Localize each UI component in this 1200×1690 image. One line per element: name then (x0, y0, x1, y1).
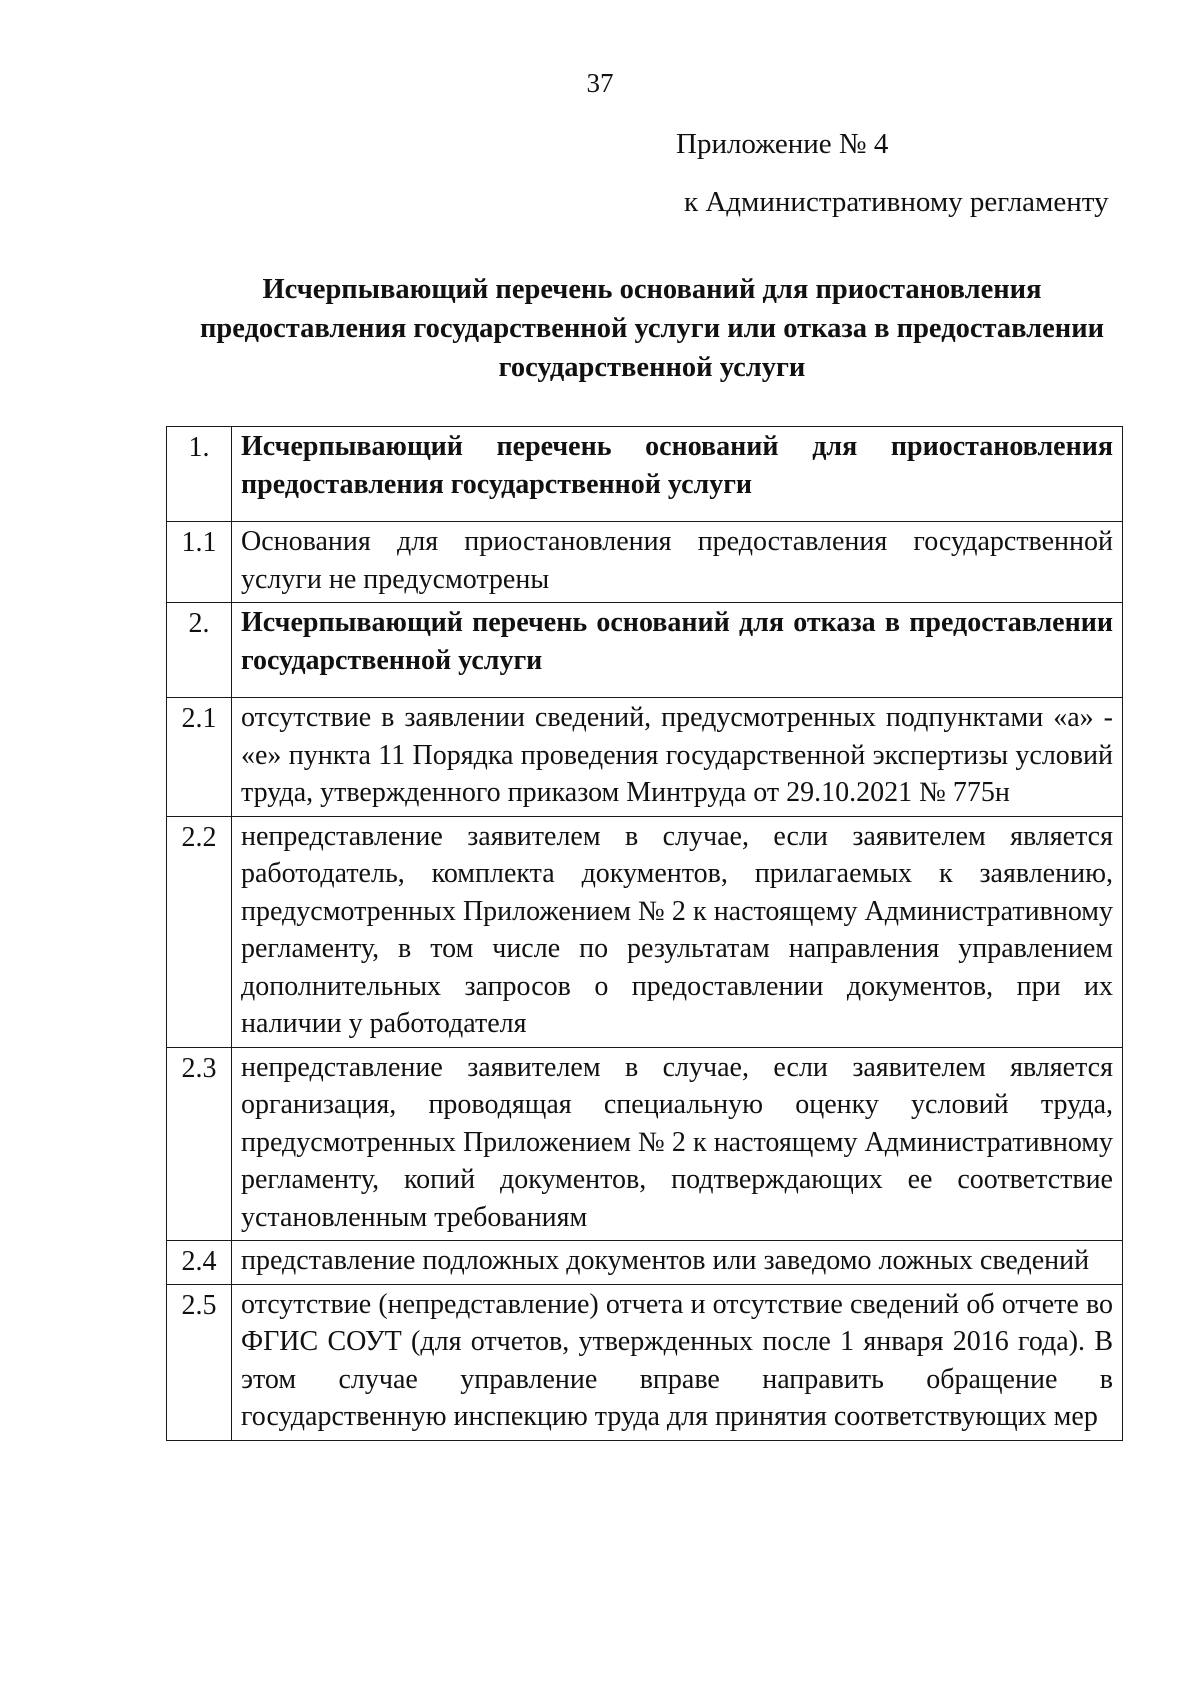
row-number: 2.1 (167, 698, 232, 817)
appendix-reference: к Административному регламенту (684, 186, 1109, 218)
table-row (167, 603, 1123, 698)
table-row (167, 816, 1123, 1047)
appendix-number: Приложение № 4 (676, 128, 889, 160)
row-text: непредставление заявителем в случае, если заявителем является работодатель, комплекта документов, прилагаемых к заявлению, предусмотренных Приложением № 2 к настоящему Административному регламенту, в том числе по результатам направления управлением дополнительных запросов о предоставлении документов, при их наличии у работодателя (232, 816, 1123, 1047)
row-number: 1. (167, 427, 232, 522)
row-number: 2.4 (167, 1241, 232, 1285)
table-row (167, 1241, 1123, 1285)
document-title-line: предоставления государственной услуги или отказа в предоставлении (199, 313, 1105, 344)
document-title-line: Исчерпывающий перечень оснований для приостановления (262, 274, 1042, 305)
row-number: 2. (167, 603, 232, 698)
row-number: 1.1 (167, 522, 232, 603)
table-row (167, 427, 1123, 522)
table-row (167, 698, 1123, 817)
row-number: 2.3 (167, 1047, 232, 1241)
table-row (167, 1047, 1123, 1241)
row-text: Исчерпывающий перечень оснований для отказа в предоставлении государственной услуги (232, 603, 1123, 698)
row-text: Исчерпывающий перечень оснований для приостановления предоставления государственной услуги (232, 427, 1123, 522)
row-text: отсутствие в заявлении сведений, предусмотренных подпунктами «а» - «е» пункта 11 Порядка проведения государственной экспертизы условий труда, утвержденного приказом Минтруда от 29.10.2021 № 775н (232, 698, 1123, 817)
table-row (167, 522, 1123, 603)
row-number: 2.2 (167, 816, 232, 1047)
row-text: Основания для приостановления предоставления государственной услуги не предусмотрены (232, 522, 1123, 603)
row-number: 2.5 (167, 1284, 232, 1440)
row-text: отсутствие (непредставление) отчета и отсутствие сведений об отчете во ФГИС СОУТ (для отчетов, утвержденных после 1 января 2016 года). В этом случае управление вправе направить обращение в государственную инспекцию труда для принятия соответствующих мер (232, 1284, 1123, 1440)
row-text: представление подложных документов или заведомо ложных сведений (232, 1241, 1123, 1285)
document-title (150, 270, 1154, 387)
document-title-line: государственной услуги (498, 352, 806, 383)
grounds-table (166, 426, 1123, 1441)
row-text: непредставление заявителем в случае, если заявителем является организация, проводящая специальную оценку условий труда, предусмотренных Приложением № 2 к настоящему Административному регламенту, копий документов, подтверждающих ее соответствие установленным требованиям (232, 1047, 1123, 1241)
table-row (167, 1284, 1123, 1440)
page-number: 37 (586, 68, 614, 98)
